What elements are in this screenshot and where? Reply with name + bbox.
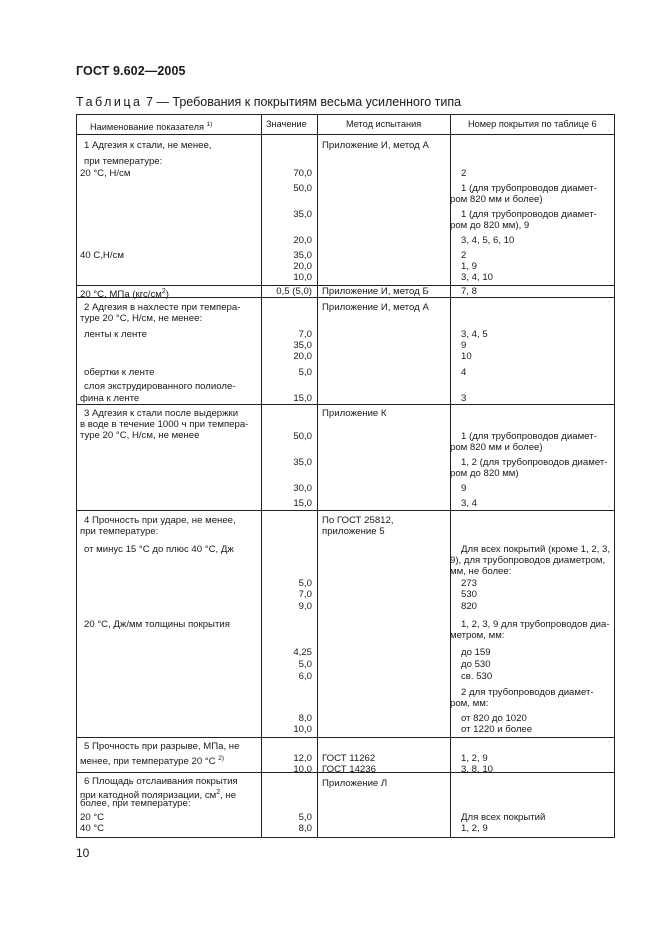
indicator-text: более, при температуре:	[80, 798, 191, 809]
table-caption-text: 7 — Требования к покрытиям весьма усиленного типа	[142, 95, 462, 109]
requirements-table	[76, 114, 615, 838]
indicator-text: слоя экструдированного полиоле-	[84, 381, 236, 392]
value-cell: 10,0	[293, 764, 312, 775]
coating-cell: 1 (для трубопроводов диамет-	[461, 183, 597, 194]
value-cell: 5,0	[298, 367, 312, 378]
coating-cell: 1 (для трубопроводов диамет-	[461, 209, 597, 220]
value-cell: 20,0	[293, 235, 312, 246]
indicator-text: фина к ленте	[80, 393, 140, 404]
indicator-text: 1 Адгезия к стали, не менее,	[84, 140, 212, 151]
value-cell: 50,0	[293, 183, 312, 194]
column-header-coating: Номер покрытия по таблице 6	[468, 119, 597, 129]
table-border-top	[76, 114, 615, 115]
value-cell: 20,0	[293, 351, 312, 362]
method-cell: По ГОСТ 25812,	[322, 515, 394, 526]
indicator-text: 20 °С	[80, 812, 105, 823]
method-cell: Приложение И, метод А	[322, 140, 429, 151]
coating-cell: 1, 2, 3, 9 для трубопроводов диа-	[461, 619, 610, 630]
value-cell: 7,0	[298, 589, 312, 600]
coating-cell: 1 (для трубопроводов диамет-	[461, 431, 597, 442]
superscript: 2	[216, 789, 221, 796]
indicator-text	[80, 286, 169, 300]
coating-cell: Для всех покрытий	[461, 812, 546, 823]
table-border-left	[76, 114, 77, 838]
column-header-method: Метод испытания	[346, 119, 422, 129]
coating-cell: до 159	[461, 647, 491, 658]
value-cell: 0,5 (5,0)	[276, 286, 312, 297]
indicator-text-part: менее, при температуре 20 °С	[80, 756, 216, 768]
value-cell: 5,0	[298, 812, 312, 823]
coating-cell: 2	[461, 168, 467, 179]
value-cell: 50,0	[293, 431, 312, 442]
coating-cell: ром 820 мм и более)	[450, 442, 543, 453]
page-number: 10	[76, 846, 90, 860]
indicator-text: 4 Прочность при ударе, не менее,	[84, 515, 236, 526]
indicator-text	[80, 753, 224, 767]
indicator-text: 2 Адгезия в нахлесте при темпера-	[84, 302, 241, 313]
value-cell: 8,0	[298, 713, 312, 724]
coating-cell: до 530	[461, 659, 491, 670]
method-cell: Приложение И, метод А	[322, 302, 429, 313]
coating-cell: 3, 4, 5	[461, 329, 488, 340]
indicator-text: при температуре:	[80, 526, 159, 537]
value-cell: 9,0	[298, 601, 312, 612]
value-cell: 12,0	[293, 753, 312, 764]
indicator-text: 5 Прочность при разрыве, МПа, не	[84, 741, 240, 752]
row-separator	[76, 510, 615, 511]
table-caption	[76, 95, 461, 109]
indicator-text-part: )	[165, 289, 169, 301]
method-cell: Приложение К	[322, 408, 387, 419]
value-cell: 15,0	[293, 393, 312, 404]
method-cell: ГОСТ 14236	[322, 764, 376, 775]
value-cell: 35,0	[293, 250, 312, 261]
coating-cell: 1, 2, 9	[461, 823, 488, 834]
coating-cell: 7, 8	[461, 286, 478, 297]
table-caption-label: Таблица	[76, 95, 143, 109]
table-border-right	[614, 114, 615, 838]
coating-cell: 530	[461, 589, 478, 600]
indicator-text: 6 Площадь отслаивания покрытия	[84, 776, 238, 787]
coating-cell: 1, 2 (для трубопроводов диамет-	[461, 457, 608, 468]
header-separator	[76, 134, 615, 135]
coating-cell: 2 для трубопроводов диамет-	[461, 687, 594, 698]
method-cell: Приложение И, метод Б	[322, 286, 429, 297]
coating-cell: 273	[461, 578, 478, 589]
value-cell: 30,0	[293, 483, 312, 494]
value-cell: 70,0	[293, 168, 312, 179]
coating-cell: 2	[461, 250, 467, 261]
coating-cell: 4	[461, 367, 467, 378]
coating-cell: 3, 4, 10	[461, 272, 494, 283]
footnote-mark: 1)	[206, 121, 213, 128]
value-cell: 35,0	[293, 457, 312, 468]
coating-cell: ром, мм:	[450, 698, 489, 709]
value-cell: 5,0	[298, 659, 312, 670]
value-cell: 10,0	[293, 272, 312, 283]
indicator-text-part: 20 °С, МПа (кгс/см	[80, 289, 162, 301]
column-header-indicator	[90, 119, 212, 133]
coating-cell: ром до 820 мм), 9	[450, 220, 530, 231]
coating-cell: 820	[461, 601, 478, 612]
indicator-text: туре 20 °С, Н/см, не менее:	[80, 313, 203, 324]
method-cell: Приложение Л	[322, 778, 388, 789]
coating-cell: ром 820 мм и более)	[450, 194, 543, 205]
indicator-text: 40 С,Н/см	[80, 250, 124, 261]
value-cell: 4,25	[293, 647, 312, 658]
indicator-text: при температуре:	[84, 156, 163, 167]
row-separator	[76, 737, 615, 738]
coating-cell: 1, 2, 9	[461, 753, 488, 764]
method-cell: ГОСТ 11262	[322, 753, 376, 764]
coating-cell: мм, не более:	[450, 566, 512, 577]
indicator-text: туре 20 °С, Н/см, не менее	[80, 430, 200, 441]
column-header-value: Значение	[266, 119, 307, 129]
indicator-text-part: , не	[220, 790, 237, 802]
method-cell: приложение 5	[322, 526, 385, 537]
document-header: ГОСТ 9.602—2005	[76, 64, 186, 78]
coating-cell: от 820 до 1020	[461, 713, 527, 724]
coating-cell: 9	[461, 483, 467, 494]
value-cell: 10,0	[293, 724, 312, 735]
footnote-mark: 2)	[218, 755, 225, 762]
coating-cell: св. 530	[461, 671, 493, 682]
coating-cell: 3, 4	[461, 498, 478, 509]
header-indicator-text: Наименование показателя	[90, 122, 204, 133]
column-separator	[317, 114, 318, 838]
value-cell: 20,0	[293, 261, 312, 272]
indicator-text: 20 °С, Н/см	[80, 168, 131, 179]
indicator-text: 3 Адгезия к стали после выдержки	[84, 408, 239, 419]
coating-cell: Для всех покрытий (кроме 1, 2, 3,	[461, 544, 611, 555]
table-border-bottom	[76, 837, 615, 838]
indicator-text: обертки к ленте	[84, 367, 155, 378]
coating-cell: 1, 9	[461, 261, 478, 272]
coating-cell: 3, 4, 5, 6, 10	[461, 235, 515, 246]
indicator-text: 40 °С	[80, 823, 105, 834]
indicator-text: ленты к ленте	[84, 329, 147, 340]
coating-cell: метром, мм:	[450, 630, 505, 641]
value-cell: 6,0	[298, 671, 312, 682]
row-separator	[76, 404, 615, 405]
value-cell: 8,0	[298, 823, 312, 834]
indicator-text: от минус 15 °С до плюс 40 °С, Дж	[84, 544, 234, 555]
coating-cell: 10	[461, 351, 472, 362]
indicator-text: в воде в течение 1000 ч при темпера-	[80, 419, 249, 430]
coating-cell: 3	[461, 393, 467, 404]
indicator-text: 20 °С, Дж/мм толщины покрытия	[84, 619, 230, 630]
coating-cell: от 1220 и более	[461, 724, 533, 735]
coating-cell: 9), для трубопроводов диаметром,	[450, 555, 606, 566]
indicator-text-part: при катодной поляризации, см	[80, 790, 217, 802]
value-cell: 15,0	[293, 498, 312, 509]
coating-cell: 9	[461, 340, 467, 351]
value-cell: 5,0	[298, 578, 312, 589]
coating-cell: 3, 8, 10	[461, 764, 494, 775]
column-separator	[261, 114, 262, 838]
value-cell: 7,0	[298, 329, 312, 340]
coating-cell: ром до 820 мм)	[450, 468, 519, 479]
value-cell: 35,0	[293, 209, 312, 220]
superscript: 2	[161, 288, 166, 295]
value-cell: 35,0	[293, 340, 312, 351]
